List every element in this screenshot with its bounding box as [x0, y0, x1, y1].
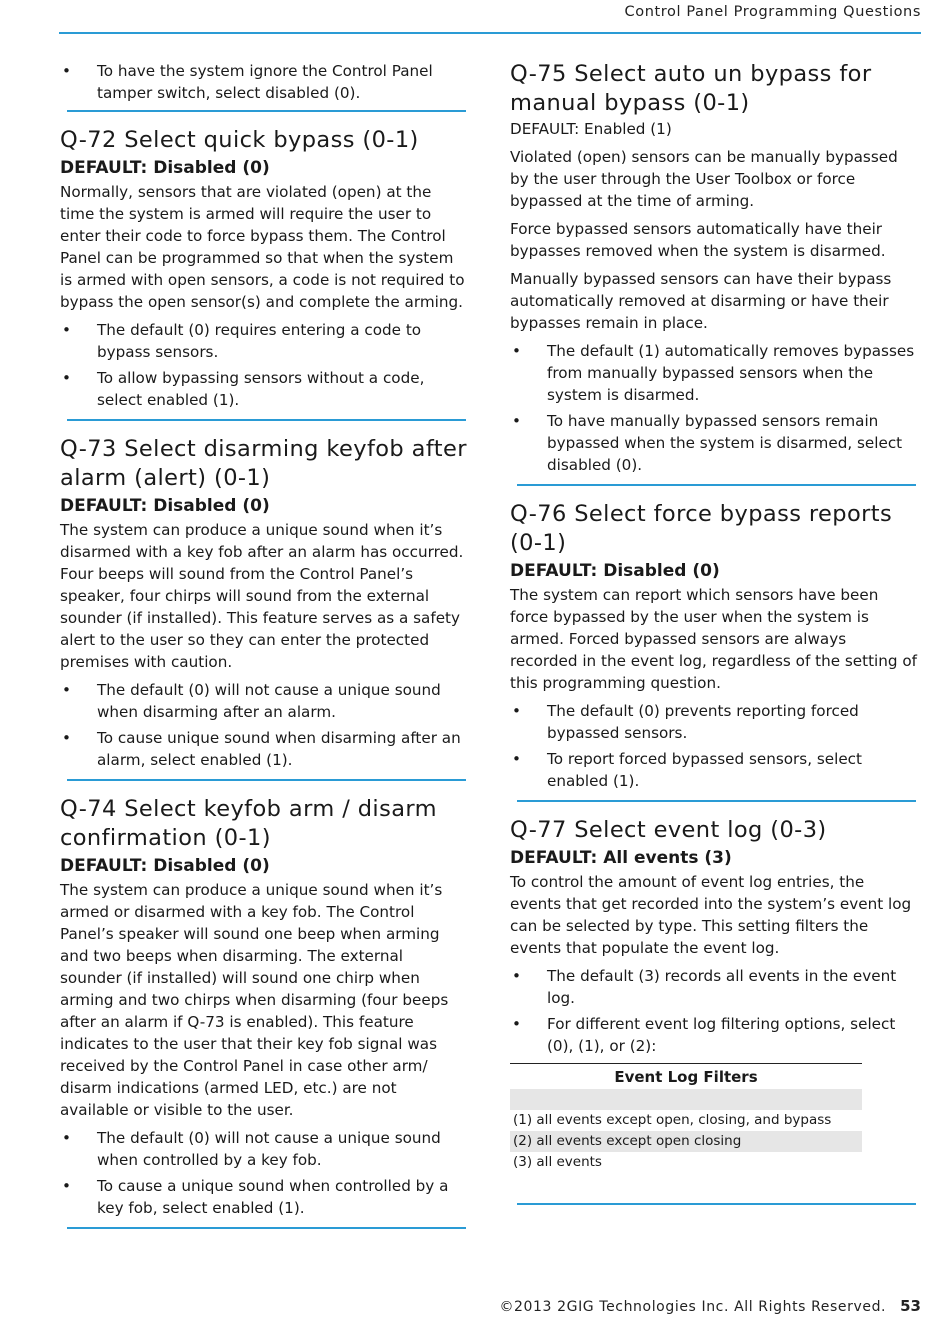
section-q74	[60, 795, 468, 1219]
list-item: • For different event log filtering options, select (0), (1), or (2):	[512, 1015, 896, 1055]
table-caption: Event Log Filters	[510, 1063, 862, 1089]
bullet-icon: •	[62, 62, 71, 80]
section-divider	[67, 419, 466, 421]
list-item: • The default (0) will not cause a unique sound when controlled by a key fob.	[62, 1129, 441, 1169]
q75-paragraph: Manually bypassed sensors can have their bypass automatically removed at disarming or have their bypasses remain in place.	[510, 270, 892, 332]
q76-default: DEFAULT: Disabled (0)	[510, 561, 720, 581]
q77-title: Q-77 Select event log (0-3)	[510, 817, 827, 843]
list-item: • To have manually bypassed sensors remain bypassed when the system is disarmed, select disabled (0).	[512, 412, 903, 474]
section-q73	[60, 435, 468, 771]
bullet-icon: •	[62, 369, 71, 387]
header-rule	[59, 32, 921, 34]
bullet-icon: •	[62, 321, 71, 339]
bullet-icon: •	[512, 342, 521, 360]
list-item: • The default (3) records all events in the event log.	[512, 967, 897, 1007]
table-row	[510, 1152, 862, 1173]
left-column	[60, 60, 468, 1243]
table-cell: (2) all events except open closing	[510, 1131, 862, 1152]
list-item: • To report forced bypassed sensors, select enabled (1).	[512, 750, 862, 790]
q75-paragraph: Force bypassed sensors automatically have their bypasses removed when the system is disarmed.	[510, 220, 886, 260]
section-divider	[67, 779, 466, 781]
table-cell	[510, 1089, 862, 1110]
bullet-icon: •	[62, 681, 71, 699]
table-row	[510, 1089, 862, 1110]
q74-default: DEFAULT: Disabled (0)	[60, 856, 270, 876]
q73-title: Q-73 Select disarming keyfob after alarm (alert) (0-1)	[60, 436, 467, 491]
q77-body: To control the amount of event log entries, the events that get recorded into the system’s event log can be selected by type. This setting filters the events that populate the event log.	[510, 873, 912, 957]
section-divider	[67, 1227, 466, 1229]
intro-bullet-list	[60, 60, 468, 104]
q74-title: Q-74 Select keyfob arm / disarm confirmation (0-1)	[60, 796, 437, 851]
q76-body: The system can report which sensors have been force bypassed by the user when the system is armed. Forced bypassed sensors are always recorded in the event log, regardless of the setting of this programming question.	[510, 586, 918, 692]
list-item: • The default (0) will not cause a unique sound when disarming after an alarm.	[62, 681, 441, 721]
page-footer	[499, 1297, 921, 1315]
table-row	[510, 1110, 862, 1131]
q72-default: DEFAULT: Disabled (0)	[60, 158, 270, 178]
section-divider	[67, 110, 466, 112]
list-item: • The default (0) prevents reporting forced bypassed sensors.	[512, 702, 859, 742]
q75-default: DEFAULT: Enabled (1)	[510, 120, 672, 138]
q74-body: The system can produce a unique sound when it’s armed or disarmed with a key fob. The Control Panel’s speaker will sound one beep when arming and two beeps when disarming. The external sounder (if installed) will sound one chirp when arming and two chirps when disarming (four beeps after an alarm if Q-73 is enabled). This feature indicates to the user that their key fob signal was received by the Control Panel in case other arm/ disarm indications (armed LED, etc.) are not available or visible to the user.	[60, 881, 449, 1119]
section-q77	[510, 816, 918, 1173]
bullet-icon: •	[62, 1177, 71, 1195]
running-header: Control Panel Programming Questions	[624, 4, 921, 20]
bullet-icon: •	[62, 1129, 71, 1147]
q73-body: The system can produce a unique sound when it’s disarmed with a key fob after an alarm has occurred. Four beeps will sound from the Control Panel’s speaker, four chirps will sound from the external sounder (if installed). This feature serves as a safety alert to the user so they can enter the protected premises with caution.	[60, 521, 464, 671]
list-item: • To cause a unique sound when controlled by a key fob, select enabled (1).	[62, 1177, 449, 1217]
bullet-icon: •	[512, 967, 521, 985]
q75-title: Q-75 Select auto un bypass for manual bypass (0-1)	[510, 61, 872, 116]
page-number: 53	[900, 1297, 921, 1315]
q73-default: DEFAULT: Disabled (0)	[60, 496, 270, 516]
copyright-text: ©2013 2GIG Technologies Inc. All Rights Reserved.	[499, 1299, 887, 1315]
q76-title: Q-76 Select force bypass reports (0-1)	[510, 501, 893, 556]
section-divider	[517, 800, 916, 802]
section-q76	[510, 500, 918, 792]
bullet-icon: •	[512, 412, 521, 430]
bullet-icon: •	[512, 1015, 521, 1033]
q75-bullets	[510, 340, 918, 476]
list-item: • The default (0) requires entering a code to bypass sensors.	[62, 321, 422, 361]
table-cell: (3) all events	[513, 1154, 602, 1170]
list-item: • To cause unique sound when disarming after an alarm, select enabled (1).	[62, 729, 461, 769]
bullet-icon: •	[512, 750, 521, 768]
section-divider	[517, 1203, 916, 1205]
bullet-icon: •	[512, 702, 521, 720]
event-log-filters-table	[510, 1063, 862, 1173]
q72-title: Q-72 Select quick bypass (0-1)	[60, 127, 419, 153]
list-item: • To have the system ignore the Control Panel tamper switch, select disabled (0).	[62, 62, 433, 102]
q74-bullets	[60, 1127, 468, 1219]
table-row	[510, 1131, 862, 1152]
bullet-icon: •	[62, 729, 71, 747]
list-item: • The default (1) automatically removes bypasses from manually bypassed sensors when the system is disarmed.	[512, 342, 915, 404]
q72-body: Normally, sensors that are violated (open) at the time the system is armed will require the user to enter their code to force bypass them. The Control Panel can be programmed so that when the system is armed with open sensors, a code is not required to bypass the open sensor(s) and complete the arming.	[60, 183, 465, 311]
q73-bullets	[60, 679, 468, 771]
right-column	[510, 60, 918, 1219]
q77-bullets	[510, 965, 918, 1057]
list-item: • To allow bypassing sensors without a code, select enabled (1).	[62, 369, 425, 409]
q76-bullets	[510, 700, 918, 792]
q77-default: DEFAULT: All events (3)	[510, 848, 732, 868]
section-divider	[517, 484, 916, 486]
q75-paragraph: Violated (open) sensors can be manually bypassed by the user through the User Toolbox or force bypassed at the time of arming.	[510, 148, 898, 210]
q72-bullets	[60, 319, 468, 411]
section-q72	[60, 126, 468, 411]
table-cell: (1) all events except open, closing, and bypass	[513, 1112, 832, 1128]
section-q75	[510, 60, 918, 476]
